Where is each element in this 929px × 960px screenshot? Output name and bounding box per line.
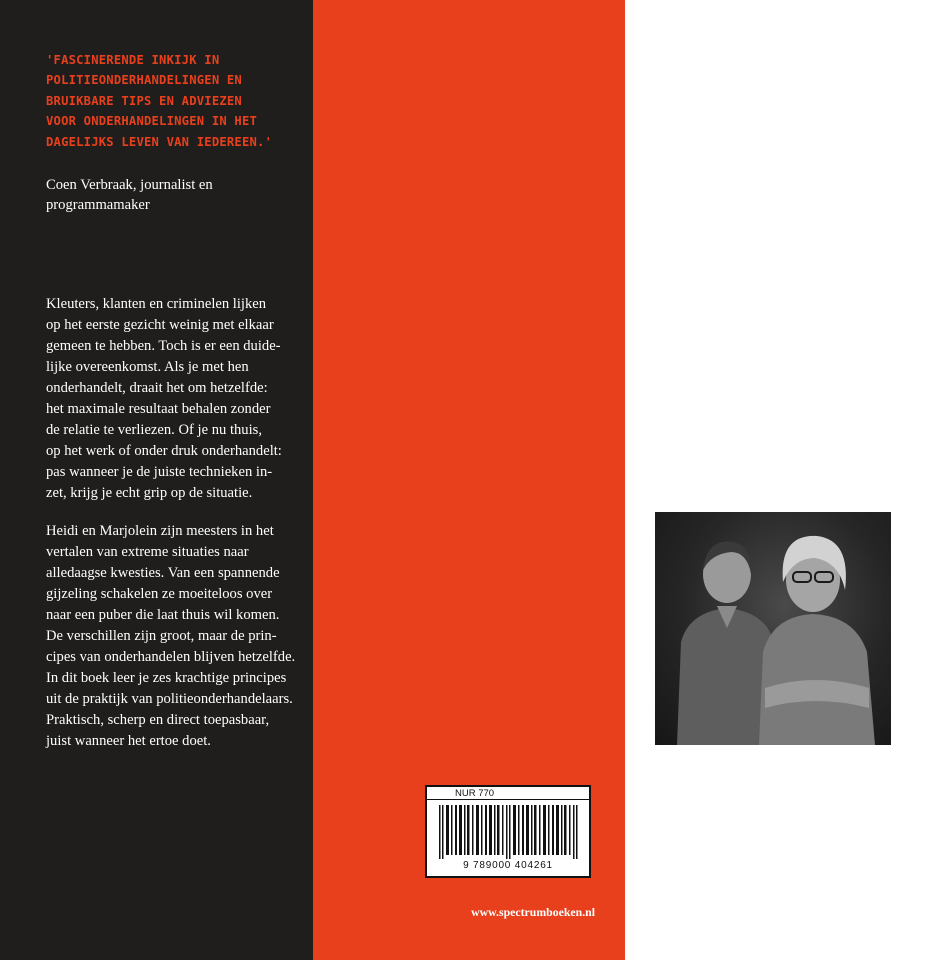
bio-line: als algemeen commandant bij evenemen- <box>655 382 897 399</box>
bio-line: Als vrijwilliger is zij mediator en buurt- <box>655 422 889 439</box>
isbn-number: 9 789000 404261 <box>463 860 553 871</box>
right-person-body <box>759 614 875 745</box>
bio-line: gesprekken faciliteert. <box>655 463 785 480</box>
blurb-line: cipes van onderhandelen blijven hetzelfde. <box>46 649 296 665</box>
quote-line: 'FASCINERENDE INKIJK IN <box>46 53 220 67</box>
blurb-line: onderhandelt, draait het om hetzelfde: <box>46 380 268 396</box>
endorsement-quote <box>46 50 308 152</box>
blurb-paragraph-1 <box>46 294 312 504</box>
blurb-line: uit de praktijk van politieonderhandelaars. <box>46 691 293 707</box>
blurb-line: juist wanneer het ertoe doet. <box>46 733 211 749</box>
blurb-line: De verschillen zijn groot, maar de prin- <box>46 628 277 644</box>
bio-line: heeft veel ervaring opgedaan als leiding- <box>655 341 893 358</box>
bio-line: naar de dagelijkse praktijk van diverse <box>655 236 880 253</box>
blurb-line: In dit boek leer je zes krachtige principes <box>46 670 287 686</box>
blurb-line: Kleuters, klanten en criminelen lijken <box>46 296 267 312</box>
quote-attribution <box>46 175 308 215</box>
blurb-line: zet, krijg je echt grip op de situatie. <box>46 485 253 501</box>
blurb-line: alledaagse kwesties. Van een spannende <box>46 565 280 581</box>
quote-line: BRUIKBARE TIPS EN ADVIEZEN <box>46 93 242 108</box>
blurb-line: Praktisch, scherp en direct toepasbaar, <box>46 712 270 728</box>
bio-line: was onderhandelaar <box>749 54 870 70</box>
bio-line: leidinggevende bij de politie. Marjolein <box>655 321 887 338</box>
bio-line: zij haar kennis en ervaringen als gijze- <box>655 175 881 192</box>
blurb-line: het maximale resultaat behalen zonder <box>46 401 271 417</box>
barcode-label <box>425 785 591 878</box>
blurb-line: pas wanneer je de juiste technieken in- <box>46 464 273 480</box>
bio-line: gedragswetenschapper bij de politie <box>655 216 865 233</box>
quote-line: VOOR ONDERHANDELINGEN IN HET <box>46 114 258 129</box>
bio-line: gevende van teams en diensten en ook <box>655 361 879 378</box>
bio-line: bij de politie en leidinggevende. Zo is <box>655 74 876 91</box>
blurb-line: vertalen van extreme situaties naar <box>46 544 249 560</box>
author-name: HEIDI NIEBOER <box>655 55 750 69</box>
author-name: MARJOLEIN SMIT-ARNOLD BIK <box>655 302 837 316</box>
bio-line: zij vele malen ingezet bij gijzelingen, <box>655 94 874 111</box>
blurb-paragraph-2 <box>46 521 312 752</box>
blurb-line: de relatie te verliezen. Of je nu thuis, <box>46 422 262 438</box>
right-panel <box>313 0 903 960</box>
blurb-line: gijzeling schakelen ze moeiteloos over <box>46 586 273 602</box>
barcode-icon <box>435 805 581 859</box>
bio-line: Tegenwoordig geeft zij in binnen- en <box>655 135 871 152</box>
blurb-line: op het werk of onder druk onderhandelt: <box>46 443 282 459</box>
left-panel <box>0 0 313 960</box>
attribution-line: programmamaker <box>46 197 150 213</box>
bio-line: bemiddelaar, rollen waarbij ze moeilijke <box>655 443 891 460</box>
blurb-line: Heidi en Marjolein zijn meesters in het <box>46 523 274 539</box>
bio-line: ontvoeringen en pogingen zelfdoding. <box>655 114 878 131</box>
quote-line: DAGELIJKS LEVEN VAN IEDEREEN.' <box>46 134 273 149</box>
attribution-line: Coen Verbraak, journalist en <box>46 177 213 193</box>
bio-line: ten, crises en grote rechercheonderzoeken. <box>655 402 903 419</box>
bio-line: is <box>836 301 850 317</box>
publisher-website: www.spectrumboeken.nl <box>471 905 595 919</box>
nur-code: NUR 770 <box>427 787 589 800</box>
blurb-line: lijke overeenkomst. Als je met hen <box>46 359 249 375</box>
blurb-line: op het eerste gezicht weinig met elkaar <box>46 317 274 333</box>
bio-line: buitenland trainingen. Hierbij vertaalt <box>655 155 876 172</box>
bio-line: lingsonderhandelaar, leidinggevende en <box>655 196 887 213</box>
author-photo-illustration <box>655 512 891 745</box>
blurb-line: naar een puber die laat thuis wil komen. <box>46 607 280 623</box>
quote-line: POLITIEONDERHANDELINGEN EN <box>46 73 242 88</box>
author-photo <box>655 512 891 745</box>
blurb-line: gemeen te hebben. Toch is er een duide- <box>46 338 281 354</box>
author-bio-marjolein <box>655 299 929 482</box>
author-bio-heidi <box>655 52 929 275</box>
bio-line: beroepsgroepen. <box>655 256 752 273</box>
